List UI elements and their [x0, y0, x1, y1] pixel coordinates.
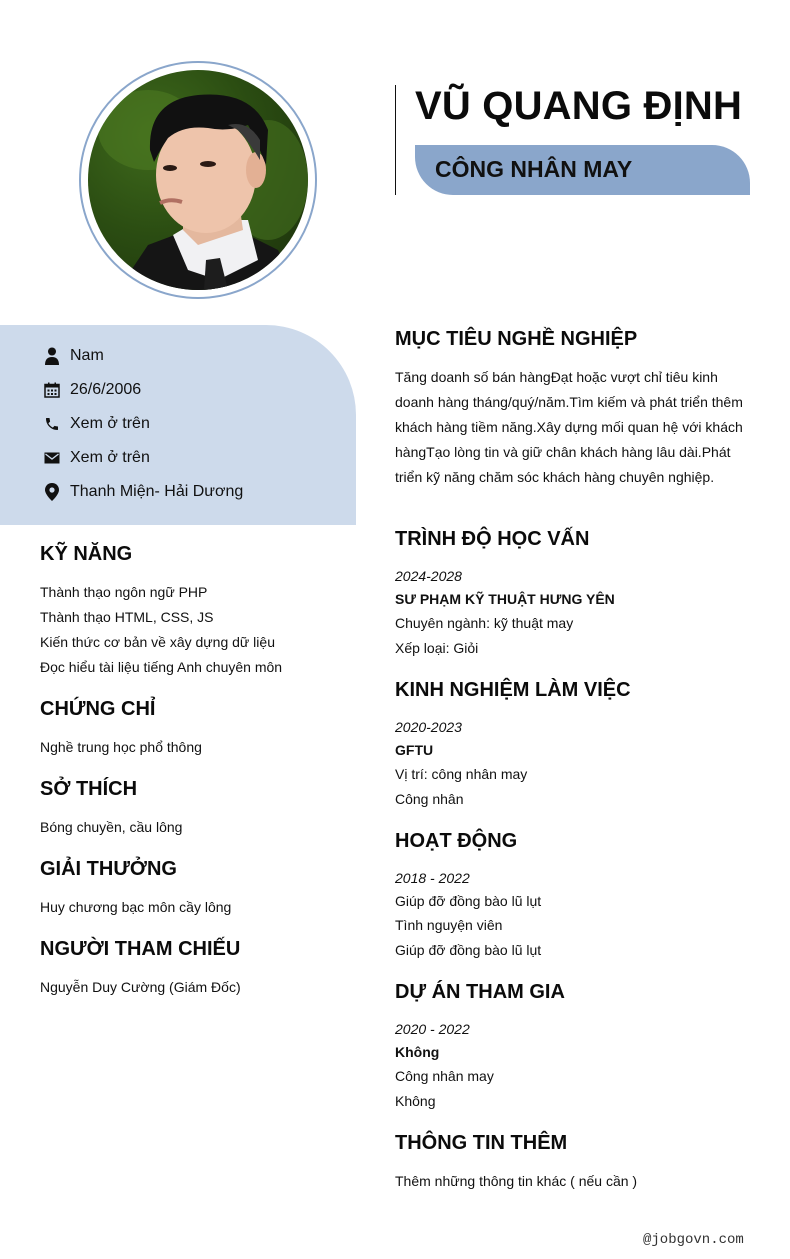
experience-position: Vị trí: công nhân may	[395, 766, 528, 782]
candidate-name: VŨ QUANG ĐỊNH	[415, 84, 743, 128]
experience-title: KINH NGHIỆM LÀM VIỆC	[395, 679, 631, 701]
education-period: 2024-2028	[395, 568, 462, 584]
contact-gender	[42, 345, 104, 367]
education-grade: Xếp loại: Giỏi	[395, 640, 479, 656]
projects-period: 2020 - 2022	[395, 1021, 470, 1037]
certificates-title: CHỨNG CHỈ	[40, 698, 156, 720]
project-line: Công nhân may	[395, 1068, 494, 1084]
skill-item: Kiến thức cơ bản về xây dựng dữ liệu	[40, 634, 275, 650]
location-pin-icon	[42, 482, 62, 502]
education-title: TRÌNH ĐỘ HỌC VẤN	[395, 528, 590, 550]
job-title-banner	[415, 145, 750, 195]
awards-title: GIẢI THƯỞNG	[40, 858, 177, 880]
education-school: SƯ PHẠM KỸ THUẬT HƯNG YÊN	[395, 591, 615, 607]
hobby-item: Bóng chuyền, cầu lông	[40, 819, 183, 835]
objective-text: Tăng doanh số bán hàngĐạt hoặc vượt chỉ tiêu kinh doanh hàng tháng/quý/năm.Tìm kiếm và phát triển thêm khách hàng tiềm năng.Xây dựng mối quan hệ với khách hàngTạo lòng tin và giữ chân khách hàng lâu dài.Phát triển kỹ năng chăm sóc khách hàng chuyên nghiệp.	[395, 369, 743, 485]
contact-phone	[42, 413, 150, 435]
contact-address	[42, 481, 243, 503]
project-name: Không	[395, 1044, 440, 1060]
contact-birthday	[42, 379, 141, 401]
extra-info-title: THÔNG TIN THÊM	[395, 1132, 568, 1154]
watermark: @jobgovn.com	[643, 1232, 744, 1248]
hobbies-title: SỞ THÍCH	[40, 778, 138, 800]
certificate-item: Nghề trung học phổ thông	[40, 739, 202, 755]
activities-title: HOẠT ĐỘNG	[395, 830, 518, 852]
skill-item: Thành thạo ngôn ngữ PHP	[40, 584, 208, 600]
avatar	[88, 70, 308, 290]
skill-item: Đọc hiểu tài liệu tiếng Anh chuyên môn	[40, 659, 283, 675]
activity-line: Giúp đỡ đồng bào lũ lụt	[395, 942, 542, 958]
envelope-icon	[42, 448, 62, 468]
job-title: CÔNG NHÂN MAY	[435, 156, 633, 182]
calendar-icon	[42, 380, 62, 400]
contact-address-value: Thanh Miện- Hải Dương	[70, 483, 244, 500]
skills-title: KỸ NĂNG	[40, 543, 133, 565]
activity-line: Giúp đỡ đồng bào lũ lụt	[395, 893, 542, 909]
contact-gender-value: Nam	[70, 347, 104, 364]
activity-line: Tình nguyện viên	[395, 917, 503, 933]
experience-period: 2020-2023	[395, 719, 462, 735]
contact-phone-value: Xem ở trên	[70, 415, 150, 432]
header-divider	[395, 85, 396, 195]
experience-company: GFTU	[395, 742, 434, 758]
person-icon	[42, 346, 62, 366]
profile-photo-icon	[88, 70, 308, 290]
contact-email-value: Xem ở trên	[70, 449, 150, 466]
award-item: Huy chương bạc môn cầy lông	[40, 899, 232, 915]
extra-info-text: Thêm những thông tin khác ( nếu cần )	[395, 1173, 638, 1189]
contact-email	[42, 447, 150, 469]
references-title: NGƯỜI THAM CHIẾU	[40, 938, 241, 960]
projects-title: DỰ ÁN THAM GIA	[395, 981, 565, 1003]
phone-icon	[42, 414, 62, 434]
skill-item: Thành thạo HTML, CSS, JS	[40, 609, 214, 625]
project-line: Không	[395, 1093, 436, 1109]
reference-item: Nguyễn Duy Cường (Giám Đốc)	[40, 979, 241, 995]
contact-birthday-value: 26/6/2006	[70, 381, 142, 398]
activities-period: 2018 - 2022	[395, 870, 470, 886]
objective-title: MỤC TIÊU NGHỀ NGHIỆP	[395, 328, 638, 350]
experience-description: Công nhân	[395, 791, 464, 807]
education-major: Chuyên ngành: kỹ thuật may	[395, 615, 574, 631]
